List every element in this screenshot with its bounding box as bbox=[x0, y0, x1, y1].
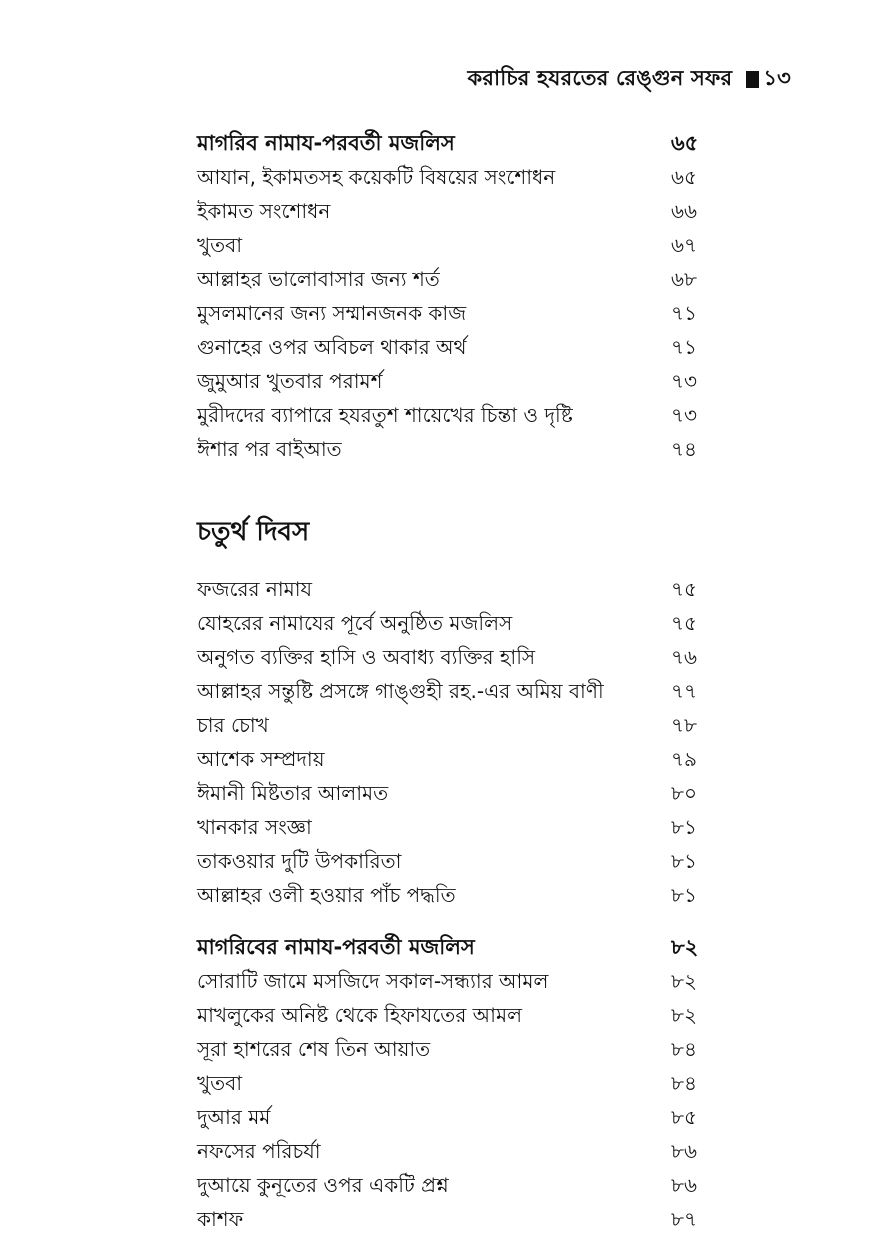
running-head-title: করাচির হযরতের রেঙ্গুন সফর bbox=[467, 66, 733, 90]
toc-entry-title: আশেক সম্প্রদায় bbox=[197, 747, 325, 771]
toc-entry-page: ৮৪ bbox=[671, 1071, 697, 1095]
toc-entry-page: ৬৭ bbox=[671, 233, 698, 257]
section-heading[interactable] bbox=[197, 126, 717, 160]
toc-entry[interactable] bbox=[197, 844, 717, 878]
toc-entry[interactable] bbox=[197, 674, 717, 708]
toc-entry[interactable] bbox=[197, 330, 717, 364]
section-heading-page: ৬৫ bbox=[671, 131, 699, 155]
toc-entry-page: ৮৭ bbox=[671, 1207, 697, 1231]
toc-entry-page: ৬৮ bbox=[671, 267, 697, 291]
section-heading-page: ৮২ bbox=[671, 935, 699, 959]
toc-entry[interactable] bbox=[197, 640, 717, 674]
toc-entry-page: ৮১ bbox=[671, 849, 697, 873]
toc-entry-page: ৮০ bbox=[671, 781, 697, 805]
toc-entry-title: সূরা হাশরের শেষ তিন আয়াত bbox=[197, 1037, 431, 1061]
toc-entry-page: ৭৯ bbox=[671, 747, 697, 771]
toc-entry[interactable] bbox=[197, 364, 717, 398]
toc-entry-title: আযান, ইকামতসহ কয়েকটি বিষয়ের সংশোধন bbox=[197, 165, 556, 189]
toc-entry[interactable] bbox=[197, 194, 717, 228]
toc-entry-title: চার চোখ bbox=[197, 713, 269, 737]
toc-entry-page: ৭১ bbox=[671, 301, 697, 325]
toc-entry[interactable] bbox=[197, 878, 717, 912]
section-heading-title: মাগরিব নামায-পরবর্তী মজলিস bbox=[197, 131, 455, 155]
toc-entry[interactable] bbox=[197, 742, 717, 776]
toc-entry-title: গুনাহের ওপর অবিচল থাকার অর্থ bbox=[197, 335, 467, 359]
section-heading[interactable] bbox=[197, 930, 717, 964]
toc-entry-page: ৬৫ bbox=[671, 165, 697, 189]
toc-entry[interactable] bbox=[197, 708, 717, 742]
toc-entry-page: ৮১ bbox=[671, 883, 697, 907]
toc-entry-title: মাখলুকের অনিষ্ট থেকে হিফাযতের আমল bbox=[197, 1003, 523, 1027]
spacer bbox=[197, 466, 717, 510]
toc-entry[interactable] bbox=[197, 1066, 717, 1100]
toc-entry[interactable] bbox=[197, 1134, 717, 1168]
toc-entry[interactable] bbox=[197, 432, 717, 466]
toc-entry-title: নফসের পরিচর্যা bbox=[197, 1139, 321, 1163]
toc-entry[interactable] bbox=[197, 1100, 717, 1134]
toc-entry[interactable] bbox=[197, 1032, 717, 1066]
toc-entry-page: ৮১ bbox=[671, 815, 697, 839]
toc-entry-title: খুতবা bbox=[197, 233, 243, 257]
toc-entry-page: ৭৩ bbox=[671, 369, 698, 393]
page-number: ১৩ bbox=[763, 66, 791, 90]
toc-entry-title: ইকামত সংশোধন bbox=[197, 199, 331, 223]
toc-entry-page: ৮২ bbox=[671, 969, 697, 993]
toc-entry-title: দুআর মর্ম bbox=[197, 1105, 271, 1129]
toc-entry-title: যোহরের নামাযের পূর্বে অনুষ্ঠিত মজলিস bbox=[197, 611, 513, 635]
toc-entry-page: ৭৬ bbox=[671, 645, 698, 669]
toc-entry-page: ৮২ bbox=[671, 1003, 697, 1027]
spacer bbox=[197, 554, 717, 572]
toc-entry-title: খানকার সংজ্ঞা bbox=[197, 815, 312, 839]
toc-entry[interactable] bbox=[197, 572, 717, 606]
toc-entry[interactable] bbox=[197, 262, 717, 296]
toc-entry-title: সোরাটি জামে মসজিদে সকাল-সন্ধ্যার আমল bbox=[197, 969, 549, 993]
toc-entry-page: ৭১ bbox=[671, 335, 697, 359]
toc-entry-page: ৮৪ bbox=[671, 1037, 697, 1061]
toc-entry-title: ঈশার পর বাইআত bbox=[197, 437, 342, 461]
toc-entry[interactable] bbox=[197, 1202, 717, 1236]
square-bullet-icon bbox=[746, 71, 759, 88]
toc-entry[interactable] bbox=[197, 998, 717, 1032]
toc-entry[interactable] bbox=[197, 776, 717, 810]
toc-entry-title: মুসলমানের জন্য সম্মানজনক কাজ bbox=[197, 301, 467, 325]
toc-entry-title: আল্লাহর সন্তুষ্টি প্রসঙ্গে গাঙ্গুহী রহ.-এর অমিয় বাণী bbox=[197, 679, 604, 703]
toc-entry[interactable] bbox=[197, 398, 717, 432]
toc-entry-page: ৭৮ bbox=[671, 713, 697, 737]
toc-entry-page: ৮৬ bbox=[671, 1173, 697, 1197]
day-title: চতুর্থ দিবস bbox=[197, 517, 310, 547]
toc-entry[interactable] bbox=[197, 964, 717, 998]
toc-entry-title: মুরীদদের ব্যাপারে হযরতুশ শায়েখের চিন্তা ও দৃষ্টি bbox=[197, 403, 573, 427]
toc-entry-title: দুআয়ে কুনূতের ওপর একটি প্রশ্ন bbox=[197, 1173, 449, 1197]
toc-entry-page: ৮৬ bbox=[671, 1139, 697, 1163]
toc-entry-title: খুতবা bbox=[197, 1071, 243, 1095]
toc-entry[interactable] bbox=[197, 160, 717, 194]
toc-entry-title: ফজরের নামায bbox=[197, 577, 313, 601]
toc-entry-page: ৭৩ bbox=[671, 403, 698, 427]
toc-entry-page: ৮৫ bbox=[671, 1105, 697, 1129]
toc-entry[interactable] bbox=[197, 228, 717, 262]
toc-entry-title: ঈমানী মিষ্টতার আলামত bbox=[197, 781, 389, 805]
toc-entry[interactable] bbox=[197, 1168, 717, 1202]
running-head bbox=[468, 62, 791, 97]
table-of-contents bbox=[197, 126, 717, 1236]
toc-entry-title: আল্লাহর ওলী হওয়ার পাঁচ পদ্ধতি bbox=[197, 883, 456, 907]
toc-entry-title: আল্লাহর ভালোবাসার জন্য শর্ত bbox=[197, 267, 440, 291]
toc-entry-title: তাকওয়ার দুটি উপকারিতা bbox=[197, 849, 402, 873]
toc-entry[interactable] bbox=[197, 810, 717, 844]
toc-entry-page: ৭৪ bbox=[671, 437, 697, 461]
toc-entry-page: ৭৫ bbox=[671, 611, 697, 635]
spacer bbox=[197, 912, 717, 930]
toc-entry-page: ৭৭ bbox=[671, 679, 698, 703]
toc-entry[interactable] bbox=[197, 296, 717, 330]
toc-entry-title: অনুগত ব্যক্তির হাসি ও অবাধ্য ব্যক্তির হাসি bbox=[197, 645, 536, 669]
toc-entry-page: ৭৫ bbox=[671, 577, 697, 601]
toc-entry-title: জুমুআর খুতবার পরামর্শ bbox=[197, 369, 383, 393]
toc-entry[interactable] bbox=[197, 606, 717, 640]
section-heading-title: মাগরিবের নামায-পরবর্তী মজলিস bbox=[197, 935, 475, 959]
toc-entry-page: ৬৬ bbox=[671, 199, 698, 223]
toc-entry-title: কাশফ bbox=[197, 1207, 244, 1231]
